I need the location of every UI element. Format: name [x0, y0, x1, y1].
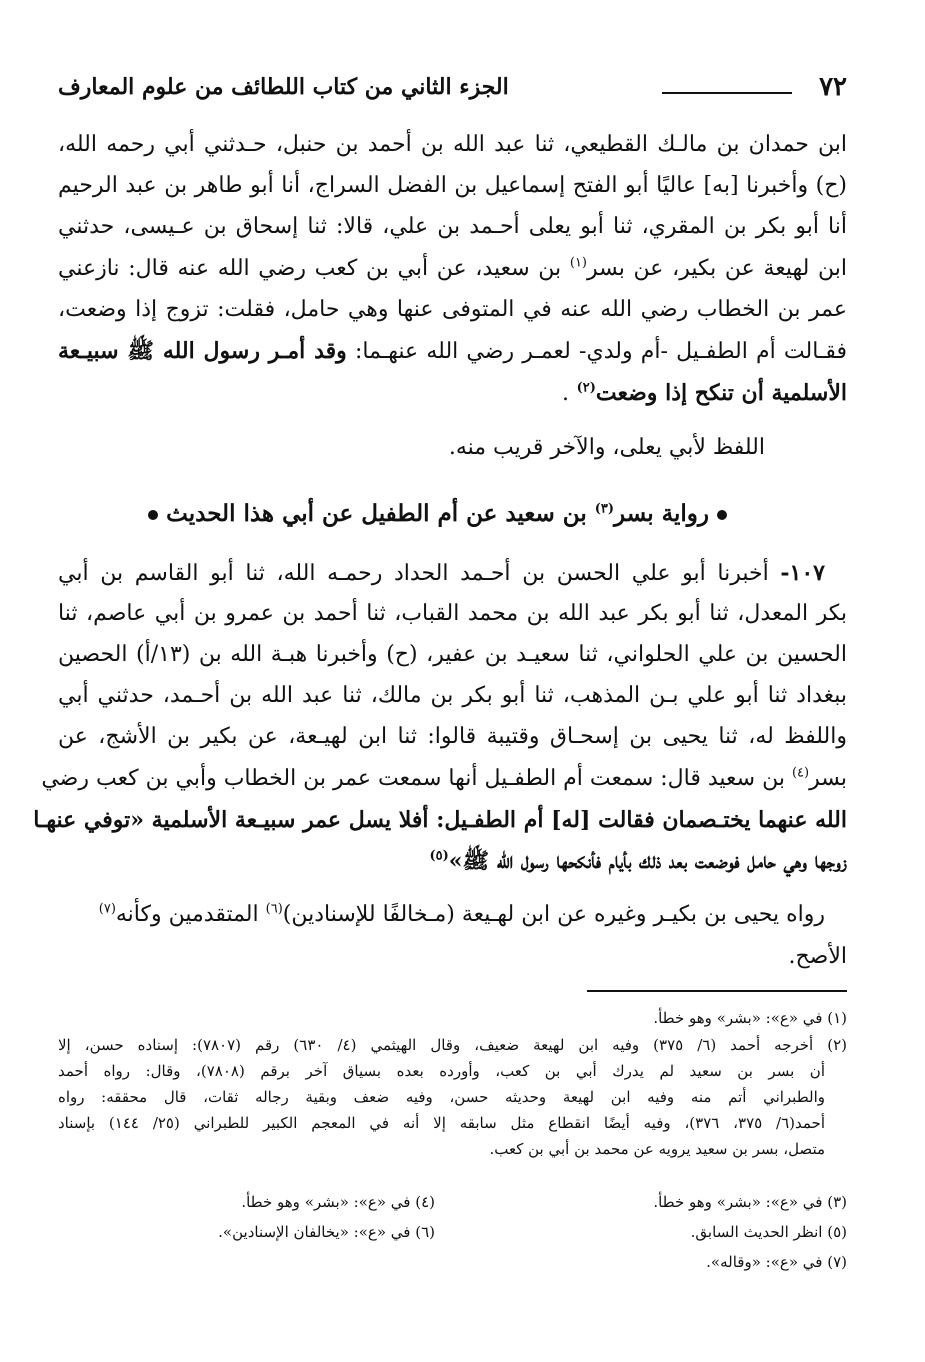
body-line: واللفظ له، ثنا يحيى بن إسحـاق وقتيبة قالوا: ثنا ابن لهيـعة، عن بكير بن الأشج، عن [58, 724, 847, 749]
footnote: (٥) انظر الحديث السابق. [690, 1223, 847, 1241]
body-text-bold: وقد أمـر رسول الله ﷺ سبيـعة [58, 338, 347, 364]
footnote: متصل، بسر بن سعيد يرويه عن محمد بن أبي بن كعب. [489, 1140, 825, 1158]
page-number: ٧٢ [819, 72, 847, 102]
body-line: الأصح. [788, 944, 847, 969]
footnote: (٦) في «ع»: «يخالفان الإسنادين». [218, 1223, 435, 1241]
footnote-marker: (٢) [576, 380, 596, 396]
page-header [58, 72, 847, 108]
body-text: . [561, 381, 569, 406]
body-line: الحسين بن علي الحلواني، ثنا سعيـد بن عفير، (ح) وأخبرنا هبـة الله بن (١٣/أ) الحصين [58, 642, 847, 667]
body-line: عمر بن الخطاب رضي الله عنه في المتوفى عنها وهي حامل، فقلت: تزوج إذا وضعت، [58, 297, 847, 322]
body-line [58, 334, 847, 368]
footnote-marker: (٥) [429, 848, 449, 864]
footnote: (١) في «ع»: «بشر» وهو خطأ. [653, 1009, 847, 1027]
header-rule [662, 92, 792, 94]
note-line: اللفظ لأبي يعلى، والآخر قريب منه. [448, 435, 765, 460]
body-line [41, 762, 847, 796]
footnote-marker: (٣) [594, 501, 615, 517]
section-heading [140, 500, 735, 527]
body-line: الله عنهما يختـصمان فقالت [له] أم الطفـيل: أفلا يسل عمر سبيـعة الأسلمية «توفي عنهـا [33, 807, 847, 833]
footnote: أن بسر بن سعيد لم يدرك أبي بن كعب، وأورده بعده بسياق آخر برقم (٧٨٠٨)، وقال: رواه أحمد [58, 1062, 825, 1080]
body-line [58, 252, 847, 286]
body-text: المتقدمين وكأنه [115, 902, 259, 927]
heading-text: رواية بسر [614, 500, 709, 527]
footnote: أحمد(٦/ ٣٧٥، ٣٧٦)، وفيه أيضًا انقطاع مثل سابقه إلا أنه في المعجم الكبير للطبراني (٢٥/ ١٤٤) بإسناد [58, 1114, 825, 1132]
hadith-number: ١٠٧- [780, 560, 825, 586]
body-line: ببغداد ثنا أبو علي بـن المذهب، ثنا أبو بكر بن مالك، ثنا عبد الله بن أحـمد، حدثني أبي [58, 683, 847, 708]
heading-text: بن سعيد عن أم الطفيل عن أبي هذا الحديث [166, 500, 587, 527]
footnote-marker: (٦) [265, 901, 283, 917]
body-text: بن سعيد، عن أبي بن كعب رضي الله عنه قال: نازعني [58, 256, 562, 281]
body-line [58, 556, 825, 590]
footnote-marker: (٤) [791, 765, 810, 781]
body-text: فقـالت أم الطفـيل -أم ولدي- لعمـر رضي الله عنهـما: [355, 339, 847, 364]
running-title: الجزء الثاني من كتاب اللطائف من علوم المعارف [58, 74, 509, 100]
body-text: بن سعيد قال: سمعت أم الطفـيل أنها سمعت عمر بن الخطاب وأبي بن كعب رضي [41, 766, 785, 791]
body-text: رواه يحيى بن بكيـر وغيره عن ابن لهـيعة (مـخالفًا للإسنادين) [282, 902, 825, 927]
body-line: أنا أبو بكر بن المقري، ثنا أبو يعلى أحـمد بن علي، قالا: ثنا إسحاق بن عـيسى، حدثني [58, 214, 847, 239]
body-text: أخبرنا أبو علي الحسن بن أحـمد الحداد رحمـه الله، ثنا أبو القاسم بن أبي [58, 561, 769, 586]
body-line [58, 844, 847, 878]
body-line [58, 376, 847, 410]
bullet-icon [148, 510, 158, 520]
body-line: (ح) وأخبرنا [به] عاليًا أبو الفتح إسماعيل بن الفضل السراج، أنا أبو طاهر بن عبد الرحيم [58, 173, 847, 198]
footnote: (٢) أخرجه أحمد (٦/ ٣٧٥) وفيه ابن لهيعة ضعيف، وقال الهيثمي (٤/ ٦٣٠) رقم (٧٨٠٧): إسناده حسن، إلا [58, 1036, 847, 1054]
body-text-bold: زوجها وهي حامل فوضعت بعد ذلك بأيام فأنكحها رسول الله ﷺ» [448, 848, 847, 874]
footnote: (٤) في «ع»: «بشر» وهو خطأ. [241, 1193, 435, 1211]
footnote: (٧) في «ع»: «وقاله». [706, 1253, 847, 1271]
footnote-marker: (٧) [98, 901, 116, 917]
body-line: بكر المعدل، ثنا أبو بكر عبد الله بن محمد القباب، ثنا أحمد بن عمرو بن أبي عاصم، ثنا [58, 601, 847, 626]
body-text-bold: الأسلمية أن تنكح إذا وضعت [595, 380, 847, 406]
body-text: ابن لهيعة عن بكير، عن بسر [587, 256, 848, 281]
footnote: والطبراني أتم منه وفيه ابن لهيعة وحديثه حسن، وفيه ضعف وبقية رجاله ثقات، قال محققه: رواه [58, 1088, 825, 1106]
body-line [99, 898, 825, 932]
footnote: (٣) في «ع»: «بشر» وهو خطأ. [653, 1193, 847, 1211]
bullet-icon [717, 510, 727, 520]
body-text: بسر [809, 766, 847, 791]
footnote-marker: (١) [569, 255, 587, 271]
body-line: ابن حمدان بن مالـك القطيعي، ثنا عبد الله بن أحمد بن حنبل، حـدثني أبي رحمه الله، [58, 132, 847, 157]
footnote-separator [587, 990, 847, 992]
